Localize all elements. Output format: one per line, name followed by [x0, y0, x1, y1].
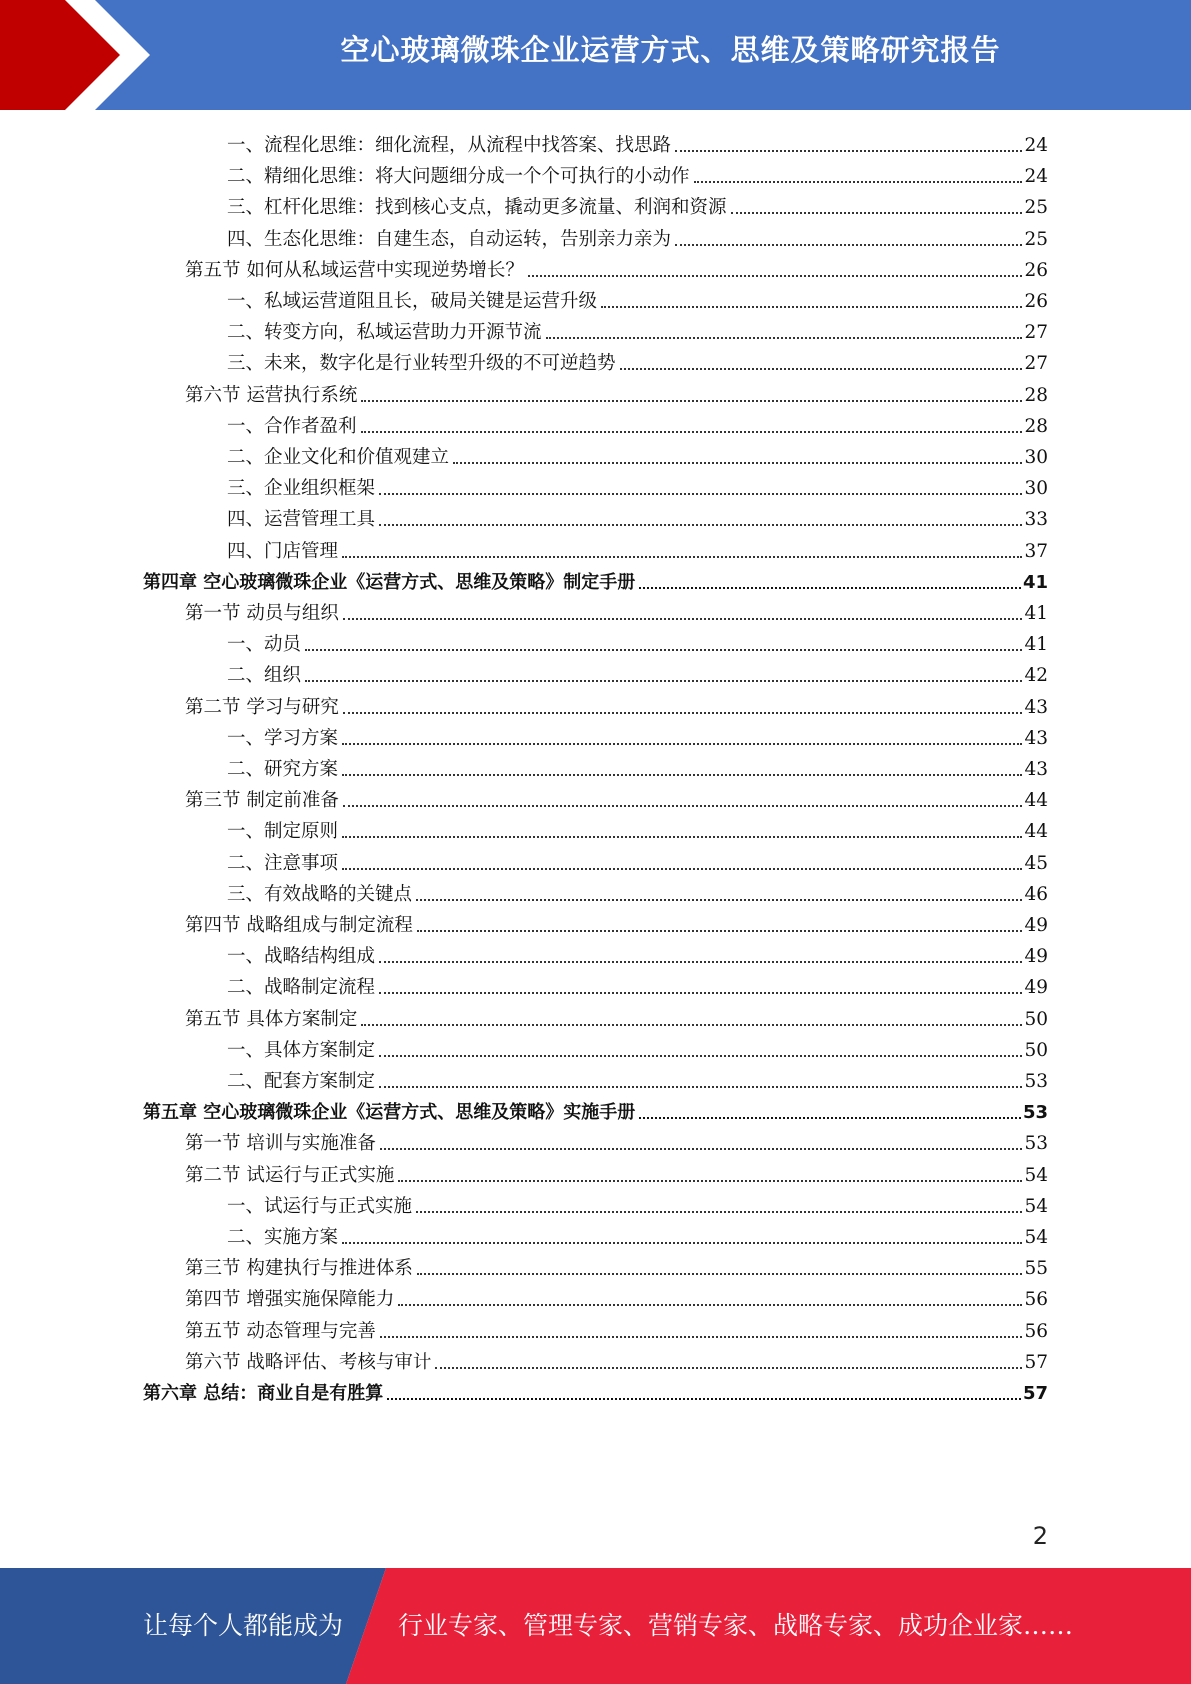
toc-subsection-entry[interactable] — [227, 1032, 1048, 1063]
toc-page-number: 43 — [1024, 727, 1048, 749]
toc-chapter-entry[interactable] — [143, 1094, 1048, 1125]
toc-page-number: 57 — [1022, 1383, 1048, 1404]
toc-page-number: 26 — [1024, 291, 1048, 312]
toc-subsection-entry[interactable] — [227, 1219, 1048, 1250]
toc-entry-title: 第五节 动态管理与完善 — [185, 1320, 376, 1342]
toc-entry-title: 三、企业组织框架 — [227, 478, 376, 500]
toc-subsection-entry[interactable] — [227, 189, 1048, 220]
toc-subsection-entry[interactable] — [227, 876, 1048, 907]
toc-dot-leader — [435, 1367, 1022, 1369]
toc-entry-title: 三、有效战略的关键点 — [227, 883, 413, 905]
toc-dot-leader — [379, 1055, 1022, 1057]
toc-dot-leader — [639, 587, 1021, 589]
toc-entry-title: 四、运营管理工具 — [227, 509, 376, 531]
toc-page-number: 46 — [1024, 883, 1048, 905]
toc-subsection-entry[interactable] — [227, 314, 1048, 345]
page-header — [0, 0, 1191, 110]
footer-slogan-right: 行业专家、管理专家、营销专家、战略专家、成功企业家…… — [398, 1611, 1074, 1640]
toc-page-number: 45 — [1024, 852, 1048, 874]
toc-page-number: 49 — [1024, 977, 1048, 999]
toc-section-entry[interactable] — [185, 689, 1048, 720]
toc-entry-title: 二、配套方案制定 — [227, 1071, 376, 1092]
toc-subsection-entry[interactable] — [227, 501, 1048, 532]
toc-page-number: 43 — [1024, 759, 1048, 780]
toc-section-entry[interactable] — [185, 377, 1048, 408]
toc-page-number: 54 — [1024, 1164, 1048, 1186]
toc-dot-leader — [342, 556, 1022, 558]
toc-page-number: 42 — [1024, 665, 1048, 687]
toc-page-number: 41 — [1024, 634, 1048, 656]
toc-entry-title: 第五章 空心玻璃微珠企业《运营方式、思维及策略》实施手册 — [143, 1102, 636, 1124]
toc-page-number: 57 — [1024, 1351, 1048, 1373]
toc-entry-title: 第二节 学习与研究 — [185, 696, 339, 718]
toc-entry-title: 第六节 运营执行系统 — [185, 384, 358, 406]
toc-dot-leader — [380, 1148, 1023, 1150]
toc-page-number: 43 — [1024, 696, 1048, 718]
toc-subsection-entry[interactable] — [227, 408, 1048, 439]
toc-page-number: 55 — [1024, 1258, 1048, 1280]
toc-subsection-entry[interactable] — [227, 813, 1048, 844]
toc-dot-leader — [417, 930, 1023, 932]
toc-subsection-entry[interactable] — [227, 657, 1048, 688]
toc-subsection-entry[interactable] — [227, 470, 1048, 501]
toc-page-number: 28 — [1024, 384, 1048, 406]
toc-page-number: 28 — [1024, 415, 1048, 437]
toc-subsection-entry[interactable] — [227, 720, 1048, 751]
toc-page-number: 27 — [1024, 353, 1048, 375]
toc-entry-title: 二、实施方案 — [227, 1227, 339, 1248]
toc-page-number: 44 — [1024, 821, 1048, 843]
toc-entry-title: 第二节 试运行与正式实施 — [185, 1164, 395, 1186]
toc-subsection-entry[interactable] — [227, 938, 1048, 969]
toc-entry-title: 二、组织 — [227, 665, 302, 687]
toc-entry-title: 第四节 战略组成与制定流程 — [185, 915, 413, 936]
toc-entry-title: 一、具体方案制定 — [227, 1039, 376, 1061]
page-number: 2 — [1032, 1522, 1048, 1550]
toc-subsection-entry[interactable] — [227, 1063, 1048, 1094]
document-title: 空心玻璃微珠企业运营方式、思维及策略研究报告 — [340, 33, 1001, 67]
toc-page-number: 49 — [1024, 946, 1048, 968]
toc-dot-leader — [342, 774, 1022, 776]
toc-dot-leader — [417, 1273, 1023, 1275]
toc-dot-leader — [379, 524, 1022, 526]
toc-dot-leader — [361, 1024, 1022, 1026]
toc-dot-leader — [305, 649, 1022, 651]
toc-dot-leader — [379, 992, 1022, 994]
toc-dot-leader — [361, 431, 1023, 433]
toc-subsection-entry[interactable] — [227, 845, 1048, 876]
toc-dot-leader — [601, 306, 1022, 308]
toc-dot-leader — [620, 368, 1023, 370]
toc-subsection-entry[interactable] — [227, 1188, 1048, 1219]
toc-dot-leader — [387, 1398, 1021, 1400]
toc-section-entry[interactable] — [185, 782, 1048, 813]
toc-chapter-entry[interactable] — [143, 1375, 1048, 1406]
toc-subsection-entry[interactable] — [227, 158, 1048, 189]
toc-section-entry[interactable] — [185, 1281, 1048, 1312]
toc-dot-leader — [305, 680, 1022, 682]
toc-page-number: 56 — [1024, 1289, 1048, 1311]
toc-dot-leader — [416, 1211, 1022, 1213]
toc-section-entry[interactable] — [185, 907, 1048, 938]
toc-entry-title: 第四章 空心玻璃微珠企业《运营方式、思维及策略》制定手册 — [143, 571, 636, 593]
toc-page-number: 49 — [1024, 915, 1048, 936]
toc-entry-title: 一、试运行与正式实施 — [227, 1195, 413, 1217]
toc-entry-title: 二、转变方向，私域运营助力开源节流 — [227, 322, 542, 344]
toc-page-number: 54 — [1024, 1227, 1048, 1248]
toc-dot-leader — [731, 212, 1023, 214]
toc-dot-leader — [342, 743, 1022, 745]
toc-section-entry[interactable] — [185, 1001, 1048, 1032]
toc-subsection-entry[interactable] — [227, 439, 1048, 470]
toc-dot-leader — [528, 275, 1023, 277]
toc-dot-leader — [398, 1180, 1022, 1182]
toc-page-number: 27 — [1024, 322, 1048, 344]
toc-page-number: 53 — [1024, 1133, 1048, 1155]
toc-entry-title: 一、制定原则 — [227, 821, 339, 843]
toc-section-entry[interactable] — [185, 1157, 1048, 1188]
toc-subsection-entry[interactable] — [227, 283, 1048, 314]
toc-dot-leader — [380, 1336, 1023, 1338]
toc-entry-title: 第三节 构建执行与推进体系 — [185, 1258, 413, 1280]
toc-page-number: 50 — [1024, 1008, 1048, 1030]
toc-subsection-entry[interactable] — [227, 221, 1048, 252]
toc-dot-leader — [416, 899, 1022, 901]
toc-dot-leader — [398, 1304, 1022, 1306]
toc-entry-title: 第一节 培训与实施准备 — [185, 1133, 376, 1155]
toc-subsection-entry[interactable] — [227, 345, 1048, 376]
toc-dot-leader — [343, 805, 1023, 807]
toc-dot-leader — [639, 1117, 1021, 1119]
toc-entry-title: 第五节 具体方案制定 — [185, 1008, 358, 1030]
footer-slogan-left: 让每个人都能成为 — [143, 1611, 344, 1640]
toc-subsection-entry[interactable] — [227, 533, 1048, 564]
toc-page-number: 50 — [1024, 1039, 1048, 1061]
toc-entry-title: 第三节 制定前准备 — [185, 790, 339, 812]
toc-section-entry[interactable] — [185, 595, 1048, 626]
toc-dot-leader — [342, 868, 1022, 870]
toc-section-entry[interactable] — [185, 1344, 1048, 1375]
toc-dot-leader — [453, 462, 1022, 464]
toc-page-number: 25 — [1024, 197, 1048, 219]
toc-section-entry[interactable] — [185, 1250, 1048, 1281]
toc-page-number: 26 — [1024, 259, 1048, 281]
toc-dot-leader — [379, 961, 1022, 963]
toc-entry-title: 第六节 战略评估、考核与审计 — [185, 1351, 432, 1373]
toc-entry-title: 一、动员 — [227, 634, 302, 656]
toc-entry-title: 一、合作者盈利 — [227, 415, 357, 437]
toc-entry-title: 第五节 如何从私域运营中实现逆势增长？ — [185, 259, 524, 281]
toc-page-number: 54 — [1024, 1195, 1048, 1217]
toc-page-number: 53 — [1022, 1102, 1048, 1124]
toc-entry-title: 二、精细化思维：将大问题细分成一个个可执行的小动作 — [227, 166, 690, 188]
toc-entry-title: 四、生态化思维：自建生态，自动运转，告别亲力亲为 — [227, 228, 672, 250]
toc-page-number: 25 — [1024, 228, 1048, 250]
toc-entry-title: 第一节 动员与组织 — [185, 603, 339, 624]
toc-dot-leader — [694, 181, 1023, 183]
toc-page-number: 30 — [1024, 478, 1048, 500]
toc-page-number: 44 — [1024, 790, 1048, 812]
toc-dot-leader — [343, 618, 1023, 620]
toc-dot-leader — [675, 150, 1022, 152]
toc-dot-leader — [379, 493, 1022, 495]
toc-entry-title: 三、未来，数字化是行业转型升级的不可逆趋势 — [227, 353, 616, 375]
toc-dot-leader — [361, 400, 1022, 402]
toc-entry-title: 二、企业文化和价值观建立 — [227, 447, 450, 468]
toc-entry-title: 一、战略结构组成 — [227, 946, 376, 968]
toc-page-number: 24 — [1024, 166, 1048, 188]
toc-page-number: 53 — [1024, 1071, 1048, 1092]
toc-entry-title: 一、学习方案 — [227, 727, 339, 749]
toc-chapter-entry[interactable] — [143, 564, 1048, 595]
toc-entry-title: 二、研究方案 — [227, 759, 339, 780]
toc-entry-title: 四、门店管理 — [227, 540, 339, 562]
toc-dot-leader — [342, 836, 1022, 838]
toc-dot-leader — [546, 337, 1023, 339]
toc-dot-leader — [379, 1086, 1022, 1088]
toc-entry-title: 第四节 增强实施保障能力 — [185, 1289, 395, 1311]
toc-entry-title: 一、流程化思维：细化流程，从流程中找答案、找思路 — [227, 135, 672, 156]
toc-dot-leader — [343, 712, 1023, 714]
toc-page-number: 56 — [1024, 1320, 1048, 1342]
toc-entry-title: 二、战略制定流程 — [227, 977, 376, 999]
toc-entry-title: 一、私域运营道阻且长，破局关键是运营升级 — [227, 291, 598, 312]
toc-page-number: 24 — [1024, 135, 1048, 156]
toc-section-entry[interactable] — [185, 1313, 1048, 1344]
toc-section-entry[interactable] — [185, 1125, 1048, 1156]
toc-page-number: 33 — [1024, 509, 1048, 531]
toc-entry-title: 三、杠杆化思维：找到核心支点，撬动更多流量、利润和资源 — [227, 197, 727, 219]
toc-dot-leader — [342, 1242, 1022, 1244]
toc-section-entry[interactable] — [185, 252, 1048, 283]
toc-entry-title: 二、注意事项 — [227, 852, 339, 874]
toc-subsection-entry[interactable] — [227, 969, 1048, 1000]
toc-page-number: 41 — [1024, 603, 1048, 624]
toc-page-number: 30 — [1024, 447, 1048, 468]
toc-subsection-entry[interactable] — [227, 751, 1048, 782]
toc-page-number: 41 — [1022, 571, 1048, 593]
page-footer — [0, 1568, 1191, 1684]
toc-subsection-entry[interactable] — [227, 127, 1048, 158]
toc-subsection-entry[interactable] — [227, 626, 1048, 657]
toc-page-number: 37 — [1024, 540, 1048, 562]
toc-entry-title: 第六章 总结：商业自是有胜算 — [143, 1383, 384, 1404]
toc-dot-leader — [675, 244, 1022, 246]
